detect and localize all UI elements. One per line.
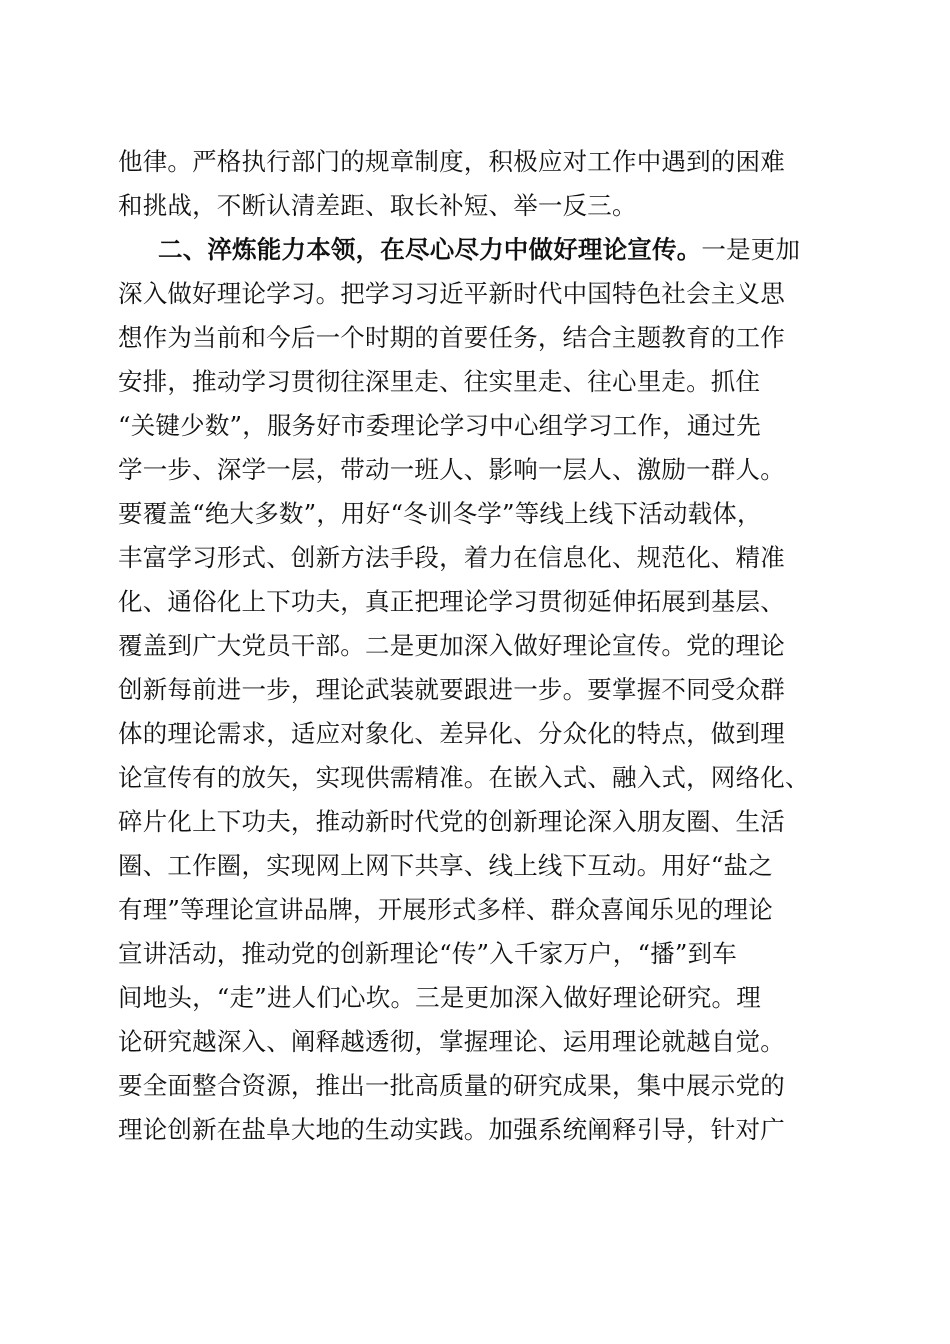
paragraph-line: 碎片化上下功夫，推动新时代党的创新理论深入朋友圈、生活 xyxy=(118,807,785,836)
paragraph-line: 安排，推动学习贯彻往深里走、往实里走、往心里走。抓住 xyxy=(118,367,761,396)
paragraph-line: 理论创新在盐阜大地的生动实践。加强系统阐释引导，针对广 xyxy=(118,1115,785,1144)
body-text xyxy=(118,140,838,1152)
paragraph-line: 论宣传有的放矢，实现供需精准。在嵌入式、融入式，网络化、 xyxy=(118,763,810,792)
paragraph-line: 丰富学习形式、创新方法手段，着力在信息化、规范化、精准 xyxy=(118,543,785,572)
paragraph-line: 化、通俗化上下功夫，真正把理论学习贯彻延伸拓展到基层、 xyxy=(118,587,785,616)
paragraph-line: 论研究越深入、阐释越透彻，掌握理论、运用理论就越自觉。 xyxy=(118,1027,785,1056)
paragraph-line: 要覆盖“绝大多数”，用好“冬训冬学”等线上线下活动载体， xyxy=(118,499,762,528)
paragraph-line: 创新每前进一步，理论武装就要跟进一步。要掌握不同受众群 xyxy=(118,675,785,704)
paragraph-line: 宣讲活动，推动党的创新理论“传”入千家万户，“播”到车 xyxy=(118,939,737,968)
paragraph-line: 要全面整合资源，推出一批高质量的研究成果，集中展示党的 xyxy=(118,1071,785,1100)
section-heading-line xyxy=(118,228,838,272)
paragraph-line: 和挑战，不断认清差距、取长补短、举一反三。 xyxy=(118,191,637,220)
paragraph-line: 想作为当前和今后一个时期的首要任务，结合主题教育的工作 xyxy=(118,323,785,352)
paragraph-line: 有理”等理论宣讲品牌，开展形式多样、群众喜闻乐见的理论 xyxy=(118,895,773,924)
paragraph-line: 体的理论需求，适应对象化、差异化、分众化的特点，做到理 xyxy=(118,719,785,748)
section-heading: 二、淬炼能力本领，在尽心尽力中做好理论宣传。 xyxy=(158,235,702,264)
paragraph-line: 覆盖到广大党员干部。二是更加深入做好理论宣传。党的理论 xyxy=(118,631,785,660)
paragraph-line: 圈、工作圈，实现网上网下共享、线上线下互动。用好“盐之 xyxy=(118,851,773,880)
paragraph-line: 学一步、深学一层，带动一班人、影响一层人、激励一群人。 xyxy=(118,455,785,484)
heading-continuation: 一是更加 xyxy=(701,235,801,264)
paragraph-line: 间地头，“走”进人们心坎。三是更加深入做好理论研究。理 xyxy=(118,983,761,1012)
paragraph-line: 深入做好理论学习。把学习习近平新时代中国特色社会主义思 xyxy=(118,279,785,308)
paragraph-line: “关键少数”，服务好市委理论学习中心组学习工作，通过先 xyxy=(118,411,761,440)
paragraph-line: 他律。严格执行部门的规章制度，积极应对工作中遇到的困难 xyxy=(118,147,785,176)
